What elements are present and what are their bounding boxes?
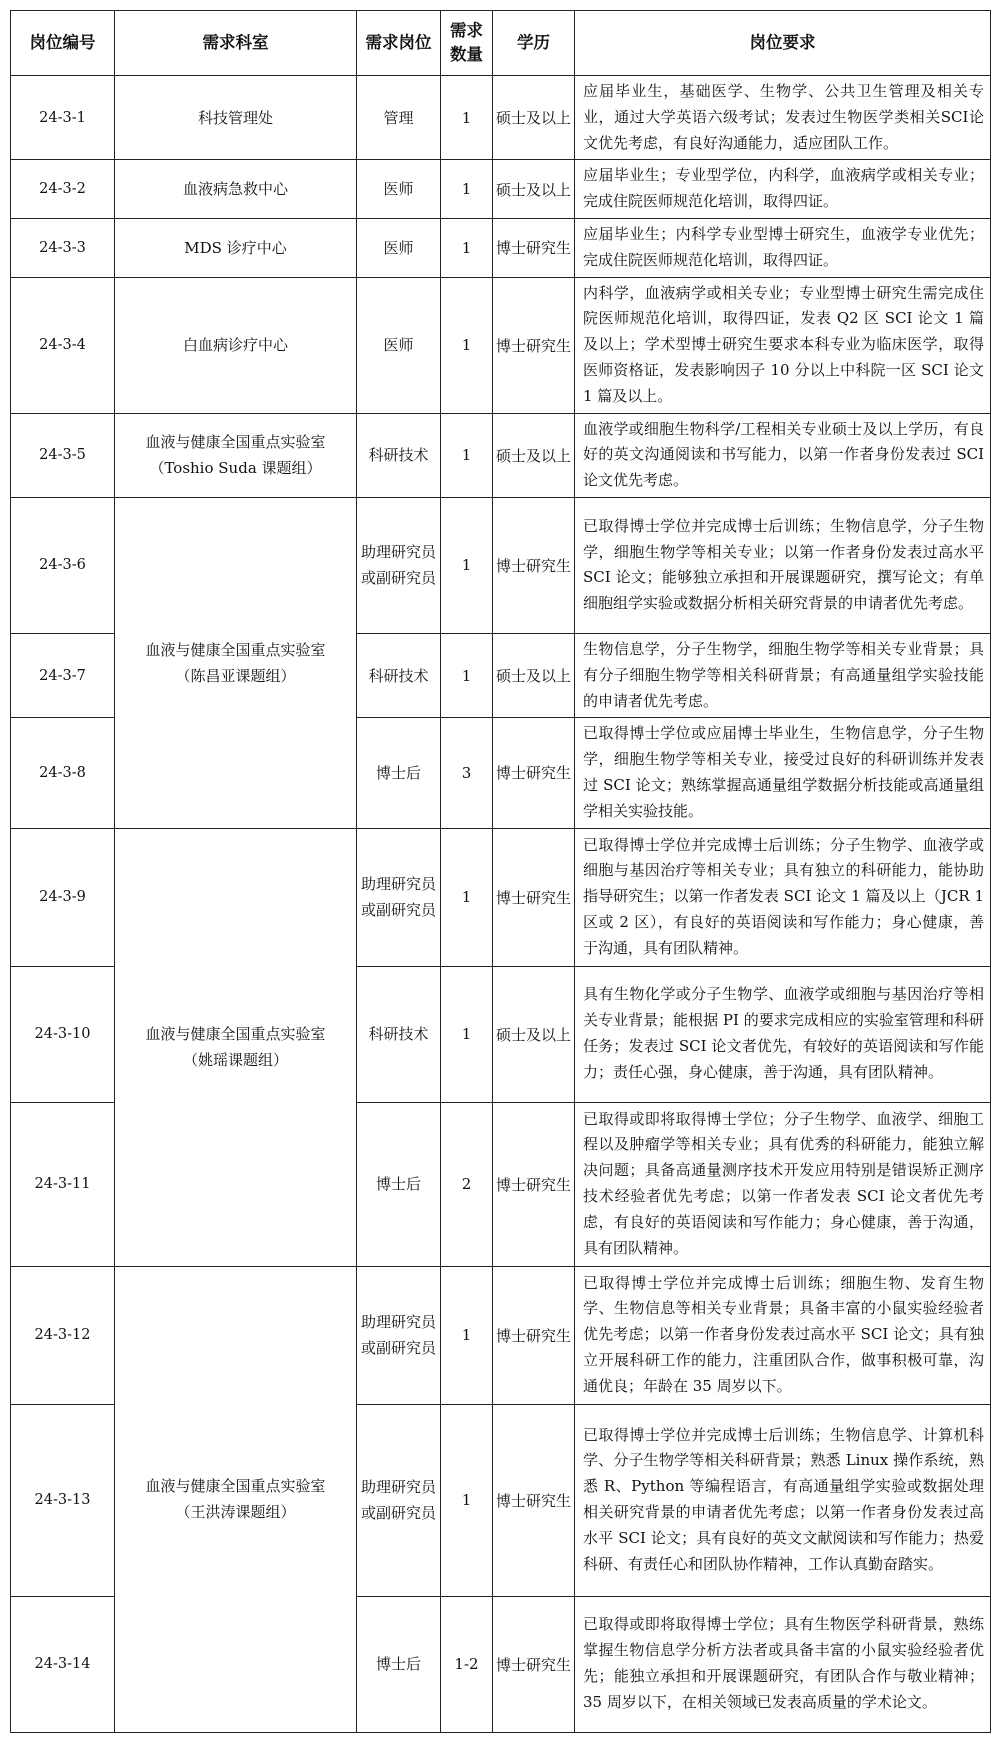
row-requirements: 具有生物化学或分子生物学、血液学或细胞与基因治疗等相关专业背景；能根据 PI 的要求完成相应的实验室管理和科研任务；发表过 SCI 论文者优先，有较好的英语阅读和写作能力；责任心强，身心健康，善于沟通，具有团队精神。 xyxy=(575,966,991,1102)
table-row xyxy=(11,277,991,413)
row-education: 硕士及以上 xyxy=(493,633,575,717)
row-code: 24-3-12 xyxy=(11,1266,115,1404)
row-requirements: 已取得博士学位并完成博士后训练；细胞生物、发育生物学、生物信息等相关专业背景；具备丰富的小鼠实验经验者优先考虑；以第一作者身份发表过高水平 SCI 论文；具有独立开展科研工作的能力，注重团队合作，做事积极可靠，沟通优良；年龄在 35 周岁以下。 xyxy=(575,1266,991,1404)
row-quantity: 1 xyxy=(441,218,493,277)
row-education: 硕士及以上 xyxy=(493,160,575,219)
row-position: 医师 xyxy=(357,218,441,277)
row-education: 博士研究生 xyxy=(493,718,575,828)
row-quantity: 1 xyxy=(441,413,493,497)
row-position: 博士后 xyxy=(357,1102,441,1266)
table-row xyxy=(11,413,991,497)
row-position xyxy=(357,1266,441,1404)
header-row xyxy=(11,11,991,76)
row-code: 24-3-6 xyxy=(11,497,115,633)
table-row xyxy=(11,497,991,633)
row-code: 24-3-2 xyxy=(11,160,115,219)
row-education: 博士研究生 xyxy=(493,1404,575,1596)
row-requirements: 已取得博士学位并完成博士后训练；生物信息学、计算机科学、分子生物学等相关科研背景；熟悉 Linux 操作系统，熟悉 R、Python 等编程语言，有高通量组学实验或数据处理相关研究背景的申请者优先考虑；以第一作者身份发表过高水平 SCI 论文；具有良好的英文文献阅读和写作能力；热爱科研、有责任心和团队协作精神，工作认真勤奋踏实。 xyxy=(575,1404,991,1596)
header-code: 岗位编号 xyxy=(11,11,115,76)
row-position: 医师 xyxy=(357,160,441,219)
row-education: 硕士及以上 xyxy=(493,966,575,1102)
row-requirements: 应届毕业生；专业型学位，内科学，血液病学或相关专业；完成住院医师规范化培训，取得四证。 xyxy=(575,160,991,219)
row-department xyxy=(115,413,357,497)
header-requirements: 岗位要求 xyxy=(575,11,991,76)
row-department xyxy=(115,828,357,1266)
row-code: 24-3-7 xyxy=(11,633,115,717)
row-department xyxy=(115,497,357,828)
row-code: 24-3-10 xyxy=(11,966,115,1102)
department-group: （王洪涛课题组） xyxy=(175,1503,296,1522)
row-education: 博士研究生 xyxy=(493,218,575,277)
row-position: 科研技术 xyxy=(357,966,441,1102)
row-requirements: 已取得或即将取得博士学位；分子生物学、血液学、细胞工程以及肿瘤学等相关专业；具有优秀的科研能力，能独立解决问题；具备高通量测序技术开发应用特别是错误矫正测序技术经验者优先考虑；以第一作者发表 SCI 论文者优先考虑，有良好的英语阅读和写作能力；身心健康，善于沟通，具有团队精神。 xyxy=(575,1102,991,1266)
row-quantity: 1 xyxy=(441,497,493,633)
header-position: 需求岗位 xyxy=(357,11,441,76)
row-requirements: 应届毕业生；内科学专业型博士研究生，血液学专业优先；完成住院医师规范化培训，取得四证。 xyxy=(575,218,991,277)
row-department: 血液病急救中心 xyxy=(115,160,357,219)
recruitment-table xyxy=(10,10,991,1733)
row-code: 24-3-4 xyxy=(11,277,115,413)
row-requirements: 生物信息学，分子生物学，细胞生物学等相关专业背景；具有分子细胞生物学等相关科研背景；有高通量组学实验技能的申请者优先考虑。 xyxy=(575,633,991,717)
row-quantity: 1 xyxy=(441,160,493,219)
row-position xyxy=(357,497,441,633)
row-code: 24-3-1 xyxy=(11,76,115,160)
position-line-1: 助理研究员 xyxy=(360,1478,436,1497)
table-row xyxy=(11,828,991,966)
row-quantity: 1 xyxy=(441,76,493,160)
row-code: 24-3-3 xyxy=(11,218,115,277)
department-group: （Toshio Suda 课题组） xyxy=(149,459,322,478)
row-education: 博士研究生 xyxy=(493,1102,575,1266)
department-name: 血液与健康全国重点实验室 xyxy=(145,1025,326,1044)
row-department: MDS 诊疗中心 xyxy=(115,218,357,277)
row-requirements: 已取得博士学位或应届博士毕业生，生物信息学，分子生物学，细胞生物学等相关专业，接受过良好的科研训练并发表过 SCI 论文；熟练掌握高通量组学数据分析技能或高通量组学相关实验技能。 xyxy=(575,718,991,828)
row-quantity: 1 xyxy=(441,828,493,966)
row-code: 24-3-11 xyxy=(11,1102,115,1266)
row-quantity: 1 xyxy=(441,1266,493,1404)
position-line-1: 助理研究员 xyxy=(360,543,436,562)
header-quantity xyxy=(441,11,493,76)
row-code: 24-3-8 xyxy=(11,718,115,828)
department-name: 血液与健康全国重点实验室 xyxy=(145,433,326,452)
table-row xyxy=(11,1266,991,1404)
row-quantity: 3 xyxy=(441,718,493,828)
row-position xyxy=(357,1404,441,1596)
row-quantity: 1-2 xyxy=(441,1596,493,1732)
header-department: 需求科室 xyxy=(115,11,357,76)
department-group: （陈昌亚课题组） xyxy=(175,666,296,685)
department-name: 血液与健康全国重点实验室 xyxy=(145,1477,326,1496)
table-row xyxy=(11,218,991,277)
position-line-1: 助理研究员 xyxy=(360,1313,436,1332)
row-requirements: 应届毕业生，基础医学、生物学、公共卫生管理及相关专业，通过大学英语六级考试；发表过生物医学类相关SCI论文优先考虑，有良好沟通能力，适应团队工作。 xyxy=(575,76,991,160)
row-education: 博士研究生 xyxy=(493,1266,575,1404)
row-requirements: 已取得博士学位并完成博士后训练；分子生物学、血液学或细胞与基因治疗等相关专业；具有独立的科研能力，能协助指导研究生；以第一作者发表 SCI 论文 1 篇及以上（JCR 1 区或 2 区），有良好的英语阅读和写作能力；身心健康，善于沟通，具有团队精神。 xyxy=(575,828,991,966)
row-code: 24-3-9 xyxy=(11,828,115,966)
row-requirements: 内科学，血液病学或相关专业；专业型博士研究生需完成住院医师规范化培训，取得四证，发表 Q2 区 SCI 论文 1 篇及以上；学术型博士研究生要求本科专业为临床医学，取得医师资格证，发表影响因子 10 分以上中科院一区 SCI 论文 1 篇及以上。 xyxy=(575,277,991,413)
position-line-2: 或副研究员 xyxy=(360,1504,436,1523)
position-line-2: 或副研究员 xyxy=(360,569,436,588)
row-code: 24-3-14 xyxy=(11,1596,115,1732)
row-position: 科研技术 xyxy=(357,633,441,717)
row-position: 博士后 xyxy=(357,1596,441,1732)
row-position: 博士后 xyxy=(357,718,441,828)
row-education: 博士研究生 xyxy=(493,497,575,633)
row-position xyxy=(357,828,441,966)
header-education: 学历 xyxy=(493,11,575,76)
row-position: 医师 xyxy=(357,277,441,413)
row-code: 24-3-5 xyxy=(11,413,115,497)
position-line-2: 或副研究员 xyxy=(360,901,436,920)
table-row xyxy=(11,76,991,160)
row-education: 硕士及以上 xyxy=(493,413,575,497)
row-quantity: 1 xyxy=(441,633,493,717)
row-education: 博士研究生 xyxy=(493,828,575,966)
row-education: 博士研究生 xyxy=(493,1596,575,1732)
department-group: （姚瑶课题组） xyxy=(182,1051,288,1070)
row-education: 博士研究生 xyxy=(493,277,575,413)
row-department: 白血病诊疗中心 xyxy=(115,277,357,413)
department-name: 血液与健康全国重点实验室 xyxy=(145,640,326,659)
position-line-1: 助理研究员 xyxy=(360,875,436,894)
row-requirements: 血液学或细胞生物科学/工程相关专业硕士及以上学历，有良好的英文沟通阅读和书写能力，以第一作者身份发表过 SCI 论文优先考虑。 xyxy=(575,413,991,497)
row-code: 24-3-13 xyxy=(11,1404,115,1596)
row-quantity: 1 xyxy=(441,1404,493,1596)
header-quantity-text: 需求数量 xyxy=(450,21,483,64)
row-requirements: 已取得博士学位并完成博士后训练；生物信息学，分子生物学，细胞生物学等相关专业；以第一作者身份发表过高水平 SCI 论文；能够独立承担和开展课题研究，撰写论文；有单细胞组学实验或数据分析相关研究背景的申请者优先考虑。 xyxy=(575,497,991,633)
row-quantity: 1 xyxy=(441,966,493,1102)
row-department: 科技管理处 xyxy=(115,76,357,160)
row-requirements: 已取得或即将取得博士学位；具有生物医学科研背景，熟练掌握生物信息学分析方法者或具备丰富的小鼠实验经验者优先；能独立承担和开展课题研究，有团队合作与敬业精神；35 周岁以下，在相关领域已发表高质量的学术论文。 xyxy=(575,1596,991,1732)
row-department xyxy=(115,1266,357,1732)
row-quantity: 1 xyxy=(441,277,493,413)
row-education: 硕士及以上 xyxy=(493,76,575,160)
row-position: 科研技术 xyxy=(357,413,441,497)
row-position: 管理 xyxy=(357,76,441,160)
position-line-2: 或副研究员 xyxy=(360,1339,436,1358)
row-quantity: 2 xyxy=(441,1102,493,1266)
table-row xyxy=(11,160,991,219)
